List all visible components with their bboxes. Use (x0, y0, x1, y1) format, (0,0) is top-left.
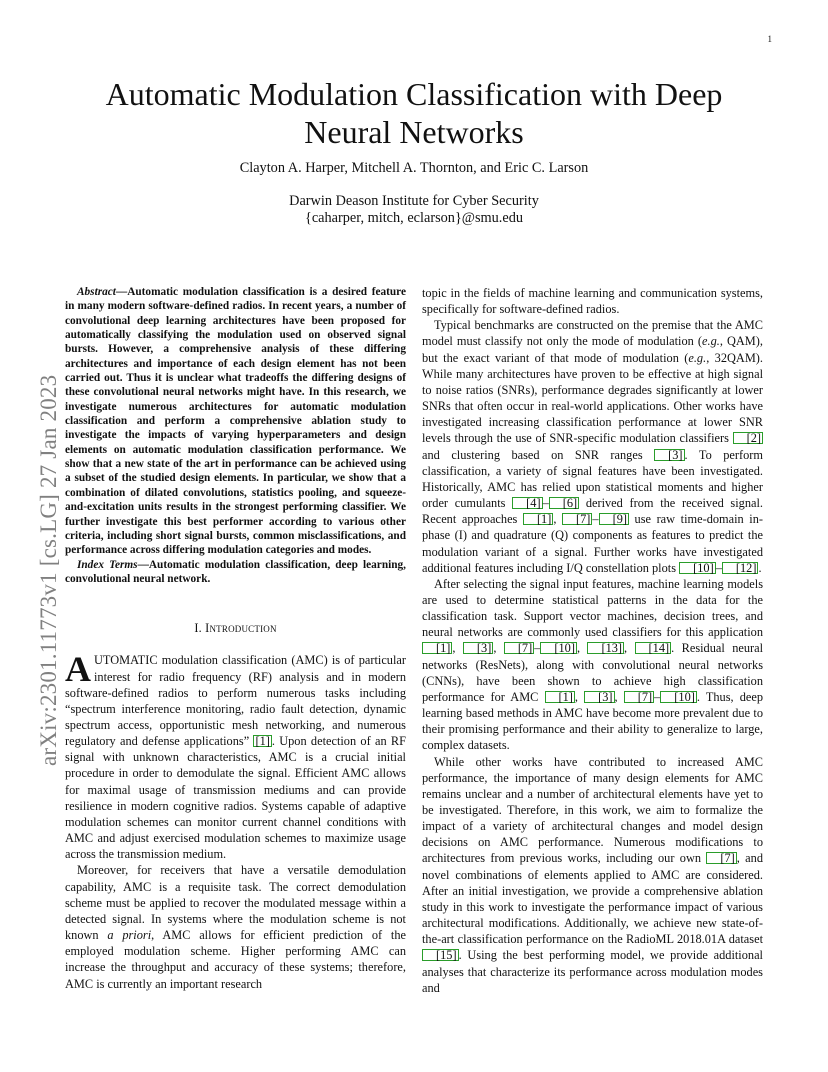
text-run: , (576, 641, 588, 656)
citation-link[interactable]: [1] (255, 734, 270, 749)
abstract (65, 285, 406, 558)
citation-link[interactable]: [3] (584, 691, 614, 703)
text-run: . Residual neural networks (ResNets), along with convolutional neural networks (CNNs), have been shown to achieve high classification performance for AMC (422, 641, 764, 704)
affiliation-block (80, 193, 748, 227)
citation-link[interactable]: [13] (587, 642, 624, 654)
text-run: . (758, 560, 762, 575)
index-terms-text: —Automatic modulation classification, deep learning, convolutional neural network. (65, 558, 406, 585)
text-run: modulation classification (AMC) is of particular interest for radio frequency (RF) analysis and in modern software-defined radios to perform numerous tasks including “spectrum interference monitoring, radio fault detection, dynamic spectrum access, opportunistic mesh networking, and numerous regulatory and defense applications” (65, 653, 406, 749)
text-run: and clustering based on SNR ranges (422, 447, 655, 462)
text-run: After selecting the signal input features, machine learning models are used to determine statistical patterns in the data for the classification task. Support vector machines, decision trees, and neural networks are commonly used classifiers for this application (422, 576, 763, 640)
text-run: , QAM), but the exact variant of that mode of modulation ( (422, 334, 763, 365)
citation-link[interactable]: [6] (549, 497, 579, 509)
intro-lead-word: UTOMATIC (94, 653, 158, 668)
author-emails: {caharper, mitch, eclarson}@smu.edu (304, 210, 524, 226)
citation-link[interactable]: [7] (706, 852, 736, 864)
citation-link[interactable]: [12] (722, 562, 759, 574)
citation-link[interactable]: [9] (599, 513, 629, 525)
emphasis: e.g. (688, 350, 707, 365)
citation-link[interactable]: [1] (523, 513, 553, 525)
citation-link[interactable]: [1] (422, 642, 452, 654)
citation-link[interactable]: [4] (512, 497, 542, 509)
arxiv-identifier[interactable]: arXiv:2301.11773v1 [cs.LG] 27 Jan 2023 (36, 374, 61, 766)
citation-link[interactable]: [7] (562, 513, 592, 525)
paper-title: Automatic Modulation Classification with Deep Neural Networks (105, 76, 723, 150)
abstract-label: Abstract (77, 286, 116, 298)
left-column (65, 285, 406, 992)
intro-paragraph-2 (65, 862, 406, 991)
text-run: , (452, 641, 463, 656)
citation-link[interactable]: [7] (624, 691, 654, 703)
citation-link[interactable]: [10] (540, 642, 577, 654)
text-run: , (614, 689, 624, 704)
text-run: Typical benchmarks are constructed on the premise that the AMC model must classify not only the mode of modulation ( (422, 318, 763, 349)
text-run: . To perform classification, a variety of signal features have been investigated. Historically, AMC has relied upon statistical moments and higher order cumulants (422, 447, 763, 511)
text-run: , (553, 512, 562, 527)
text-run: use raw time-domain in-phase (I) and quadrature (Q) components as features to predict the modulation variant of a signal. Further works have investigated additional features including I/Q constellation plots (422, 512, 764, 575)
abstract-text: —Automatic modulation classification is a desired feature in many modern software-defined radios. In recent years, a number of convolutional deep learning architectures have been proposed for automatically classifying the modulation used on observed signal bursts. However, a comprehensive analysis of these differing architectures and importance of each design element has not been carried out. Thus it is unclear what tradeoffs the differing designs of these convolutional neural networks might have. In this research, we investigate numerous architectures for automatic modulation classification and perform a comprehensive ablation study to investigate the impacts of varying hyperparameters and design elements on automatic modulation classification performance. We show that a new state of the art in performance can be achieved using a subset of the studied design elements. In particular, we show that a combination of dilated convolutions, statistics pooling, and squeeze-and-excitation units results in the strongest performing classifier. We further investigate this best performer according to various other criteria, including short signal bursts, common misclassifications, and performance across differing modulation categories and modes. (65, 286, 406, 557)
text-run: Moreover, for receivers that have a versatile demodulation capability, AMC is a requisite task. The correct demodulation scheme must be applied to recover the modulated message within a detected signal. In systems where the modulation scheme is not known (65, 863, 406, 943)
emphasis: e.g. (702, 334, 720, 349)
text-run: . Using the best performing model, we provide additional analyses that characterize its performance across modulation modes and (422, 948, 763, 995)
paragraph-benchmarks (422, 317, 763, 576)
intro-paragraph-1 (65, 649, 406, 862)
text-run: – (715, 560, 722, 575)
text-run: – (542, 496, 549, 511)
section-heading-introduction (65, 620, 406, 636)
citation-link[interactable]: [15] (422, 949, 459, 961)
citation-link[interactable]: [7] (504, 642, 534, 654)
section-number: I. (194, 621, 202, 636)
affiliation: Darwin Deason Institute for Cyber Security (289, 193, 539, 209)
right-column (422, 285, 763, 996)
section-title: Introduction (205, 621, 277, 636)
text-run: , (624, 641, 635, 656)
citation-link[interactable]: [14] (635, 642, 672, 654)
paragraph-contributions (422, 754, 763, 996)
citation-link[interactable]: [10] (679, 562, 716, 574)
text-run: While other works have contributed to increased AMC performance, the importance of many design elements for AMC remains unclear and a number of architectural elements have yet to be investigated. Therefore, in this work, we aim to formalize the impact of a variety of architectural changes and model design decisions on AMC performance. Numerous modifications to architectures from previous works, including our own (422, 754, 763, 866)
page-number: 1 (767, 34, 772, 44)
index-terms (65, 558, 406, 587)
text-run: – (654, 689, 661, 704)
emphasis: a priori (107, 928, 152, 943)
text-run: , and novel combinations of elements applied to AMC are considered. After an initial investigation, we provide a comprehensive ablation study in this work to investigate the performance impact of various architectural modifications. Additionally, we achieve new state-of-the-art classification performance on the RadioML 2018.01A dataset (422, 851, 763, 947)
citation-link[interactable]: [10] (660, 691, 697, 703)
paragraph-continuation: topic in the fields of machine learning and communication systems, specifically for software-defined radios. (422, 286, 763, 317)
text-run: derived from the received signal. Recent approaches (422, 496, 764, 527)
citation-link[interactable]: [3] (463, 642, 493, 654)
text-run: – (534, 641, 541, 656)
text-run: . Thus, deep learning based methods in AMC have become more prevalent due to their promising performance and their ability to generalize to large, complex datasets. (422, 689, 763, 753)
text-run: , AMC allows for efficient prediction of the employed modulation scheme. Higher performing AMC can increase the throughput and accuracy of these systems; therefore, AMC is currently an important research (65, 928, 406, 991)
citation-link[interactable]: [1] (545, 691, 575, 703)
paragraph-models (422, 576, 763, 754)
text-run: , (574, 689, 585, 704)
drop-cap: A (65, 649, 91, 690)
text-run: . Upon detection of an RF signal with unknown characteristics, AMC is a crucial initial procedure in order to demodulate the signal. Efficient AMC allows for maximal usage of transmission mediums and can provide resilience in modern cognitive radios. Systems capable of adaptive modulation schemes can monitor current channel conditions with AMC and adjust exercised modulation schemes to maximize usage across the transmission medium. (65, 734, 406, 862)
citation-link[interactable]: [2] (733, 432, 763, 444)
index-terms-label: Index Terms (77, 558, 138, 571)
text-run: – (592, 512, 599, 527)
citation-link[interactable]: [3] (654, 449, 684, 461)
text-run: , 32QAM). While many architectures have proven to be effective at high signal to noise ratios (SNRs), performance degrades significantly at lower SNRs that often occur in real-world applications. Other works have investigated increasing classification performance at lower SNR levels through the use of SNR-specific modulation classifiers (422, 350, 763, 446)
text-run: , (493, 641, 504, 656)
author-list: Clayton A. Harper, Mitchell A. Thornton, and Eric C. Larson (239, 160, 589, 176)
